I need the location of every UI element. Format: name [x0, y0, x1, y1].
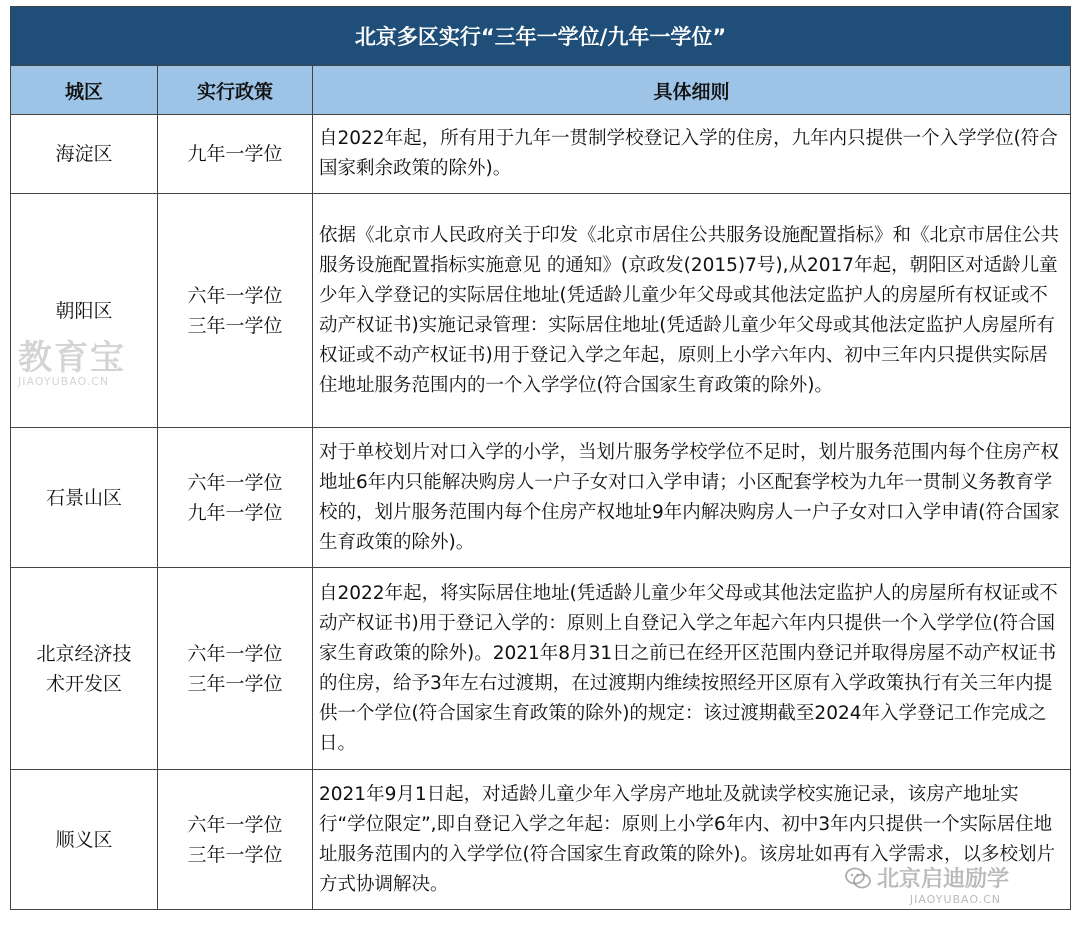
table-row	[11, 194, 1071, 428]
table-row	[11, 428, 1071, 568]
table-row	[11, 115, 1071, 194]
policy-cell	[158, 568, 313, 770]
district-cell	[11, 568, 158, 770]
detail-cell: 依据《北京市人民政府关于印发《北京市居住公共服务设施配置指标》和《北京市居住公共服务设施配置指标实施意见 的通知》(京政发(2015)7号),从2017年起，朝阳区对适龄儿童少年入学登记的实际居住地址(凭适龄儿童少年父母或其他法定监护人的房屋所有权证或不动产权证书)实施记录管理：实际居住地址(凭适龄儿童少年父母或其他法定监护人房屋所有权证或不动产权证书)用于登记入学之年起，原则上小学六年内、初中三年内只提供实际居住地址服务范围内的一个入学学位(符合国家生育政策的除外)。	[313, 194, 1071, 428]
watermark-left	[18, 330, 126, 388]
policy-line: 六年一学位	[187, 471, 283, 494]
table-row	[11, 568, 1071, 770]
policy-line: 六年一学位	[187, 813, 283, 836]
district-cell: 石景山区	[11, 428, 158, 568]
policy-line: 九年一学位	[187, 501, 283, 524]
district-line: 术开发区	[45, 672, 122, 695]
header-policy: 实行政策	[158, 66, 313, 115]
policy-line: 三年一学位	[187, 672, 283, 695]
header-detail: 具体细则	[313, 66, 1071, 115]
watermark-left-logo: 教育宝	[18, 338, 126, 378]
district-line: 北京经济技	[36, 642, 132, 665]
district-cell: 朝阳区	[11, 194, 158, 428]
policy-table-container	[10, 6, 1070, 910]
watermark-right	[845, 862, 1009, 906]
district-cell: 海淀区	[11, 115, 158, 194]
watermark-left-url: JIAOYUBAO.CN	[18, 375, 110, 388]
district-cell: 顺义区	[11, 770, 158, 910]
watermark-right-url: JIAOYUBAO.CN	[909, 893, 1002, 906]
detail-cell: 自2022年起，将实际居住地址(凭适龄儿童少年父母或其他法定监护人的房屋所有权证或不动产权证书)用于登记入学的：原则上自登记入学之年起六年内只提供一个入学学位(符合国家生育政策的除外)。2021年8月31日之前已在经开区范围内登记并取得房屋不动产权证书的住房，给予3年左右过渡期，在过渡期内维续按照经开区原有入学政策执行有关三年内提供一个学位(符合国家生育政策的除外)的规定：该过渡期截至2024年入学登记工作完成之日。	[313, 568, 1071, 770]
policy-line: 九年一学位	[187, 143, 283, 165]
policy-line: 三年一学位	[187, 843, 283, 866]
header-district: 城区	[11, 66, 158, 115]
policy-cell	[158, 194, 313, 428]
detail-cell: 对于单校划片对口入学的小学，当划片服务学校学位不足时，划片服务范围内每个住房产权地址6年内只能解决购房人一户子女对口入学申请；小区配套学校为九年一贯制义务教育学校的，划片服务范围内每个住房产权地址9年内解决购房人一户子女对口入学申请(符合国家生育政策的除外)。	[313, 428, 1071, 568]
policy-cell	[158, 428, 313, 568]
wechat-icon	[845, 867, 871, 889]
detail-cell: 2021年9月1日起，对适龄儿童少年入学房产地址及就读学校实施记录，该房产地址实行“学位限定”,即自登记入学之年起：原则上小学6年内、初中3年内只提供一个实际居住地址服务范围内的入学学位(符合国家生育政策的除外)。该房址如再有入学需求，以多校划片方式协调解决。	[313, 770, 1071, 910]
policy-cell	[158, 115, 313, 194]
policy-line: 三年一学位	[187, 314, 283, 337]
table-title: 北京多区实行“三年一学位/九年一学位”	[11, 7, 1071, 66]
policy-line: 六年一学位	[187, 284, 283, 307]
policy-line: 六年一学位	[187, 642, 283, 665]
policy-table	[10, 6, 1071, 910]
policy-cell	[158, 770, 313, 910]
detail-cell: 自2022年起，所有用于九年一贯制学校登记入学的住房，九年内只提供一个入学学位(符合国家剩余政策的除外)。	[313, 115, 1071, 194]
watermark-right-logo: 北京启迪励学	[877, 867, 1010, 892]
